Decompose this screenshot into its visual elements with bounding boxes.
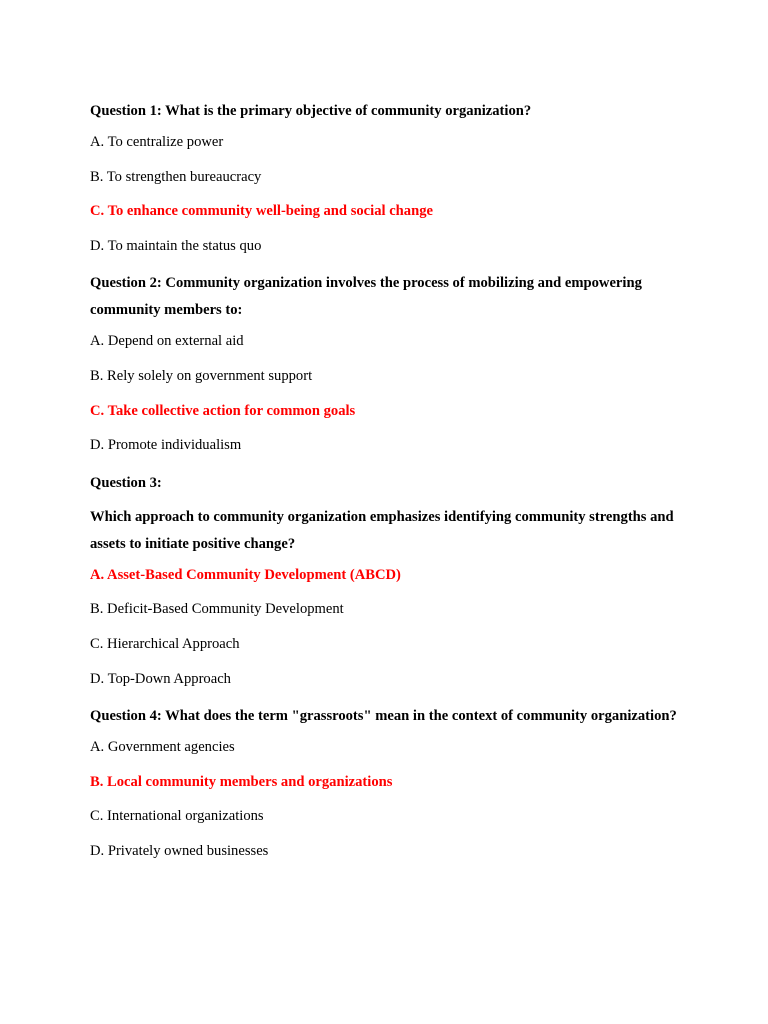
answer-option: C. International organizations xyxy=(90,808,264,825)
answer-option: B. Rely solely on government support xyxy=(90,367,313,384)
correct-answer-option: C. To enhance community well-being and social change xyxy=(90,203,433,220)
correct-answer-option: B. Local community members and organizations xyxy=(90,773,393,790)
question-heading: Question 1: What is the primary objective of community organization? xyxy=(90,103,532,119)
answer-option: D. Top-Down Approach xyxy=(90,670,231,687)
answer-option: B. Deficit-Based Community Development xyxy=(90,601,344,618)
question-4 xyxy=(90,703,680,861)
question-heading: Which approach to community organization emphasizes identifying community strengths and assets to initiate positive change? xyxy=(90,508,674,552)
question-2 xyxy=(90,270,680,455)
answer-option: A. To centralize power xyxy=(90,134,224,150)
question-heading: Question 4: What does the term "grassroots" mean in the context of community organization? xyxy=(90,708,677,725)
answer-option: A. Government agencies xyxy=(90,739,235,756)
answer-option: D. Privately owned businesses xyxy=(90,842,269,859)
question-heading: Question 2: Community organization involves the process of mobilizing and empowering community members to: xyxy=(90,275,642,319)
answer-option: B. To strengthen bureaucracy xyxy=(90,168,262,185)
document-page xyxy=(90,98,680,876)
correct-answer-option: C. Take collective action for common goals xyxy=(90,402,356,419)
answer-option: A. Depend on external aid xyxy=(90,333,244,350)
answer-option: D. Promote individualism xyxy=(90,437,242,454)
question-3 xyxy=(90,470,680,689)
answer-option: C. Hierarchical Approach xyxy=(90,635,240,652)
answer-option: D. To maintain the status quo xyxy=(90,237,262,254)
correct-answer-option: A. Asset-Based Community Development (ABCD) xyxy=(90,566,401,583)
question-1 xyxy=(90,98,680,256)
question-label: Question 3: xyxy=(90,474,162,491)
